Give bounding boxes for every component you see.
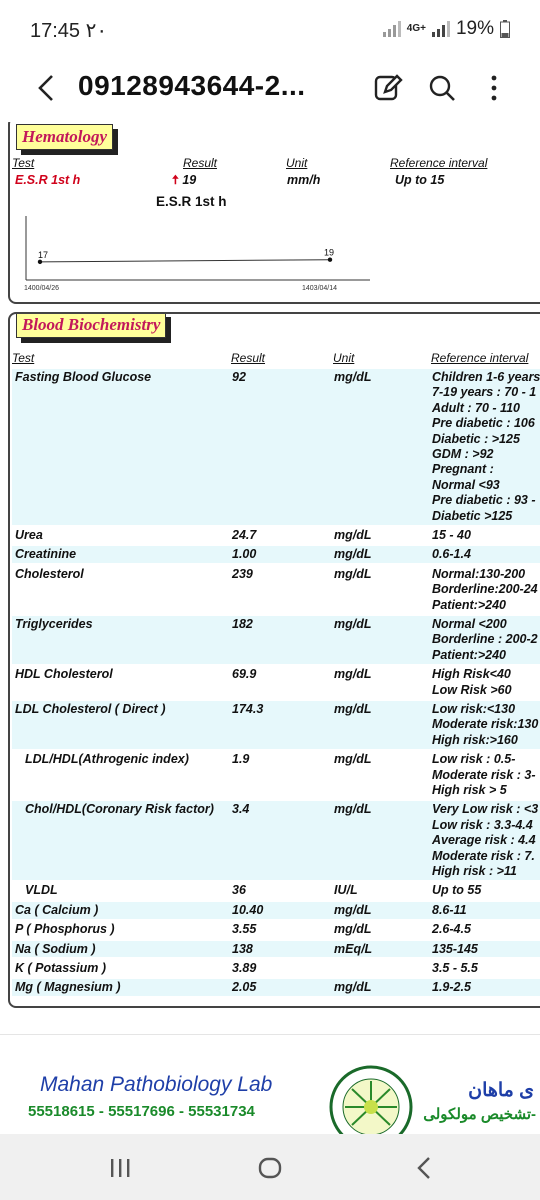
- col-header-ref: Reference interval: [431, 351, 529, 365]
- result-value: 1.9: [232, 752, 250, 767]
- lab-name-persian: ی ماهان: [468, 1080, 534, 1101]
- test-name: VLDL: [25, 883, 58, 898]
- data-point: [38, 260, 42, 264]
- reference-interval-line: Normal <200: [432, 617, 507, 631]
- test-name: K ( Potassium ): [15, 961, 106, 975]
- test-name: HDL Cholesterol: [15, 667, 113, 682]
- unit: mg/dL: [334, 922, 372, 937]
- reference-interval-line: Moderate risk:130: [432, 717, 539, 732]
- biochemistry-section: [8, 312, 540, 1008]
- back-nav-icon: [404, 1148, 444, 1188]
- test-name: E.S.R 1st h: [15, 173, 81, 187]
- reference-interval-line: 0.6-1.4: [432, 547, 471, 562]
- cell-signal-icon: [432, 21, 450, 37]
- back-arrow-icon: [28, 68, 68, 108]
- lab-logo-icon: [328, 1063, 414, 1135]
- col-header-unit: Unit: [286, 156, 308, 170]
- test-name: LDL Cholesterol ( Direct ): [15, 702, 166, 716]
- reference-interval-line: Up to 55: [432, 883, 482, 898]
- hematology-section: [8, 122, 540, 304]
- result-value: 3.89: [232, 961, 257, 975]
- result-value: 174.3: [232, 702, 264, 716]
- test-name: Cholesterol: [15, 566, 84, 581]
- reference-interval-line: Moderate risk : 7.: [432, 848, 535, 863]
- chart-title: E.S.R 1st h: [156, 194, 227, 209]
- reference-interval-line: High risk : >11: [432, 864, 517, 878]
- section-title-biochemistry: Blood Biochemistry: [16, 312, 166, 338]
- lab-subtitle-persian: -تشخیص مولکولی: [423, 1106, 536, 1123]
- reference-interval-line: Moderate risk : 3-: [432, 767, 536, 782]
- result-value: 10.40: [232, 902, 264, 917]
- recent-apps-icon: [100, 1148, 140, 1188]
- system-nav-bar: [0, 1134, 540, 1200]
- more-vert-icon: [474, 68, 514, 108]
- reference-interval-line: Pre diabetic : 106: [432, 416, 535, 431]
- reference-interval-line: 8.6-11: [432, 902, 467, 917]
- unit: mm/h: [287, 173, 321, 187]
- result-value: 3.55: [232, 922, 257, 937]
- recent-apps-button[interactable]: [100, 1148, 140, 1188]
- unit: mg/dL: [334, 902, 372, 917]
- test-name: Urea: [15, 528, 43, 542]
- reference-interval-line: Pre diabetic : 93 -: [432, 493, 536, 508]
- lab-footer: [0, 1034, 540, 1134]
- more-options-button[interactable]: [474, 68, 514, 108]
- unit: mg/dL: [334, 370, 372, 384]
- reference-interval-line: High risk > 5: [432, 783, 507, 797]
- edit-button[interactable]: [368, 68, 408, 108]
- reference-interval-line: Patient:>240: [432, 597, 506, 612]
- search-button[interactable]: [422, 68, 462, 108]
- reference-interval-line: Normal <93: [432, 477, 500, 492]
- series-line: [40, 260, 330, 262]
- test-name: Na ( Sodium ): [15, 941, 96, 956]
- test-name: Mg ( Magnesium ): [15, 980, 121, 995]
- unit: mg/dL: [334, 702, 372, 716]
- reference-interval-line: Patient:>240: [432, 647, 506, 662]
- reference-interval-line: 2.6-4.5: [432, 922, 471, 937]
- edit-icon: [368, 68, 408, 108]
- test-name: Fasting Blood Glucose: [15, 370, 152, 384]
- reference-interval-line: Average risk : 4.4: [432, 833, 536, 848]
- result-value: 138: [232, 941, 253, 956]
- col-header-unit: Unit: [333, 351, 355, 365]
- reference-interval-line: 3.5 - 5.5: [432, 961, 478, 975]
- reference-interval-line: Diabetic : >125: [432, 431, 520, 446]
- reference-interval-line: Low Risk >60: [432, 682, 512, 697]
- reference-interval: Up to 15: [395, 173, 445, 187]
- high-flag-arrow-icon: 🠅: [172, 173, 179, 187]
- reference-interval-line: 1.9-2.5: [432, 980, 471, 995]
- reference-interval-line: Low risk : 0.5-: [432, 752, 516, 767]
- reference-interval-line: Children 1-6 years: [432, 370, 540, 384]
- lab-phones: 55518615 - 55517696 - 55531734: [28, 1103, 255, 1120]
- result-value: 182: [232, 617, 253, 631]
- status-icons: [383, 18, 510, 40]
- reference-interval-line: 7-19 years : 70 - 1: [432, 385, 537, 400]
- battery-percent: 19%: [455, 18, 494, 39]
- col-header-test: Test: [12, 156, 35, 170]
- x-tick-label: 1403/04/14: [302, 285, 338, 292]
- col-header-test: Test: [12, 351, 35, 365]
- unit: mg/dL: [334, 566, 372, 581]
- result-value: 239: [232, 566, 253, 581]
- test-name: Chol/HDL(Coronary Risk factor): [25, 802, 214, 817]
- reference-interval-line: Diabetic >125: [432, 508, 513, 523]
- result-value: 3.4: [232, 802, 250, 817]
- app-bar: [0, 58, 540, 122]
- unit: mg/dL: [334, 617, 372, 631]
- test-name: Triglycerides: [15, 617, 93, 631]
- result-value: 2.05: [232, 980, 257, 995]
- data-label: 19: [324, 247, 335, 258]
- reference-interval-line: Low risk : 3.3-4.4: [432, 817, 533, 832]
- unit: mg/dL: [334, 547, 372, 562]
- unit: IU/L: [334, 883, 358, 898]
- col-header-result: Result: [183, 156, 218, 170]
- x-tick-label: 1400/04/26: [24, 285, 60, 292]
- document-viewer[interactable]: [0, 122, 540, 1034]
- unit: mg/dL: [334, 802, 372, 817]
- back-nav-button[interactable]: [404, 1148, 444, 1188]
- lab-name: Mahan Pathobiology Lab: [40, 1073, 273, 1096]
- network-type: 4G+: [406, 23, 426, 34]
- result-value: 🠅 19: [172, 173, 197, 187]
- reference-interval-line: GDM : >92: [432, 447, 494, 461]
- battery-icon: [500, 20, 510, 38]
- esr-trend-chart: [10, 208, 390, 298]
- unit: mEq/L: [334, 941, 373, 956]
- reference-interval-line: 135-145: [432, 941, 478, 956]
- status-bar: [0, 0, 540, 58]
- result-value: 92: [232, 370, 246, 384]
- reference-interval-line: High Risk<40: [432, 667, 511, 682]
- result-value: 24.7: [232, 528, 257, 542]
- reference-interval-line: Adult : 70 - 110: [432, 400, 520, 415]
- unit: mg/dL: [334, 752, 372, 767]
- back-button[interactable]: [28, 68, 68, 108]
- reference-interval-line: Normal:130-200: [432, 566, 526, 581]
- result-value: 69.9: [232, 667, 257, 682]
- reference-interval-line: Pregnant :: [432, 462, 494, 477]
- test-name: P ( Phosphorus ): [15, 922, 115, 937]
- section-title-hematology: Hematology: [16, 124, 113, 150]
- result-value: 36: [232, 883, 246, 898]
- col-header-ref: Reference interval: [390, 156, 488, 170]
- reference-interval-line: 15 - 40: [432, 528, 471, 542]
- reference-interval-line: High risk:>160: [432, 732, 518, 747]
- test-name: Creatinine: [15, 547, 77, 562]
- clock: 17:45 ۲۰: [30, 20, 108, 42]
- unit: mg/dL: [334, 980, 372, 995]
- unit: mg/dL: [334, 528, 372, 542]
- result-value: 1.00: [232, 547, 257, 562]
- reference-interval-line: Borderline:200-24: [432, 582, 538, 597]
- reference-interval-line: Low risk:<130: [432, 702, 516, 716]
- data-label: 17: [38, 249, 49, 260]
- reference-interval-line: Very Low risk : <3: [432, 802, 539, 817]
- data-point: [328, 258, 332, 262]
- unit: mg/dL: [334, 667, 372, 682]
- wifi-signal-icon: [383, 21, 401, 37]
- test-name: LDL/HDL(Athrogenic index): [25, 752, 189, 767]
- home-button[interactable]: [250, 1148, 290, 1188]
- col-header-result: Result: [231, 351, 266, 365]
- search-icon: [422, 68, 462, 108]
- reference-interval-line: Borderline : 200-2: [432, 632, 538, 647]
- document-title: 09128943644-2...: [78, 70, 306, 101]
- test-name: Ca ( Calcium ): [15, 902, 99, 917]
- home-icon: [250, 1148, 290, 1188]
